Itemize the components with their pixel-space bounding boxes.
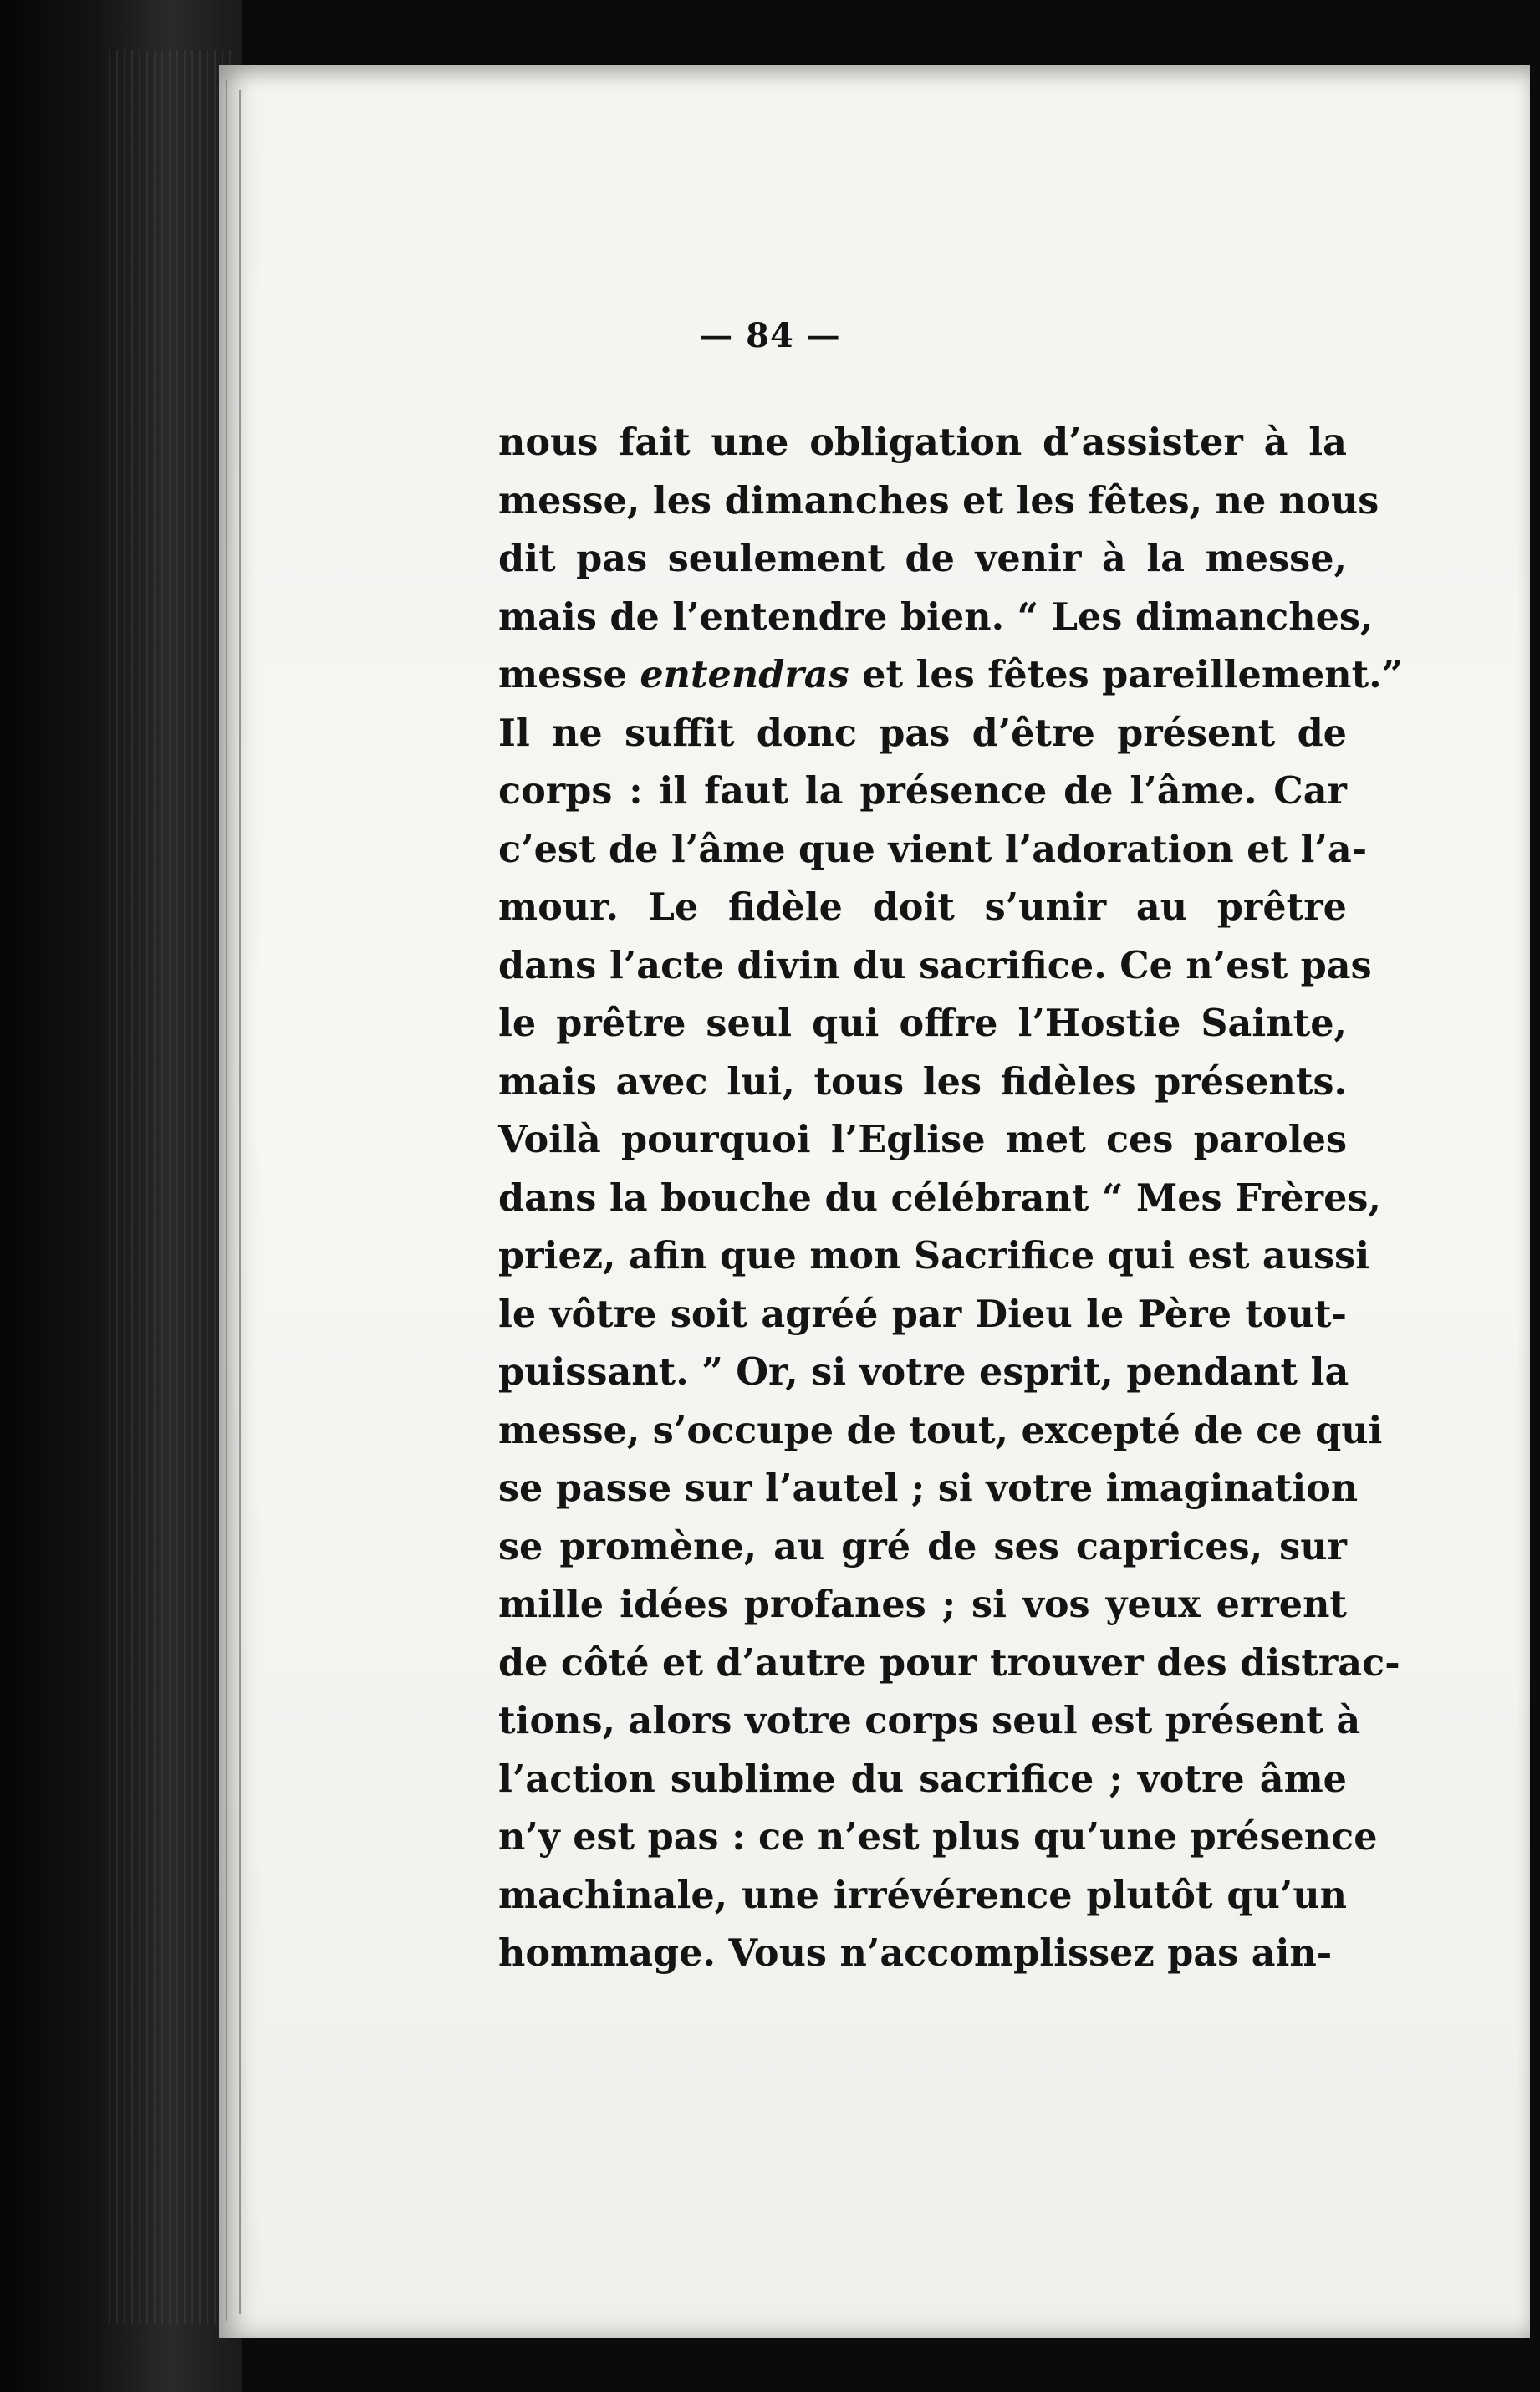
- text-line: corps : il faut la présence de l’âme. Car: [498, 769, 1347, 813]
- text-line: le prêtre seul qui offre l’Hostie Sainte,: [498, 1002, 1347, 1045]
- text-line: messe, s’occupe de tout, excepté de ce qui: [498, 1408, 1383, 1452]
- text-line: dans la bouche du célébrant “ Mes Frères,: [498, 1176, 1381, 1220]
- text-line: Voilà pourquoi l’Eglise met ces paroles: [498, 1118, 1347, 1161]
- text-line: hommage. Vous n’accomplissez pas ain-: [498, 1931, 1333, 1975]
- text-line: mais avec lui, tous les fidèles présents.: [498, 1059, 1347, 1104]
- text-line: n’y est pas : ce n’est plus qu’une présence: [498, 1815, 1378, 1859]
- text-segment: et les fêtes pareillement.”: [849, 653, 1404, 696]
- text-line: mille idées profanes ; si vos yeux errent: [498, 1583, 1347, 1626]
- page-edge-stack: [109, 50, 234, 2324]
- text-line: Il ne suffit donc pas d’être présent de: [498, 711, 1347, 755]
- body-text: [498, 414, 1404, 1983]
- text-line: messe, les dimanches et les fêtes, ne nous: [498, 478, 1379, 523]
- text-line: nous fait une obligation d’assister à la: [498, 421, 1347, 464]
- text-line: de côté et d’autre pour trouver des distrac-: [498, 1640, 1400, 1685]
- text-line: tions, alors votre corps seul est présent à: [498, 1699, 1361, 1742]
- text-line: dans l’acte divin du sacrifice. Ce n’est pas: [498, 943, 1372, 987]
- text-line: puissant. ” Or, si votre esprit, pendant la: [498, 1350, 1349, 1394]
- page-margin-line: [239, 90, 241, 2314]
- page-number: — 84 —: [699, 316, 841, 355]
- text-line: dit pas seulement de venir à la messe,: [498, 537, 1347, 580]
- text-line: priez, afin que mon Sacrifice qui est aussi: [498, 1234, 1370, 1278]
- text-line: machinale, une irrévérence plutôt qu’un: [498, 1873, 1347, 1917]
- text-line: c’est de l’âme que vient l’adoration et l’a-: [498, 827, 1368, 871]
- text-line: le vôtre soit agréé par Dieu le Père tout-: [498, 1292, 1347, 1336]
- text-line: mour. Le fidèle doit s’unir au prêtre: [498, 885, 1347, 929]
- text-segment: messe: [498, 653, 640, 696]
- text-line: se promène, au gré de ses caprices, sur: [498, 1524, 1347, 1568]
- text-line: se passe sur l’autel ; si votre imagination: [498, 1466, 1359, 1510]
- text-line-with-italic: [498, 646, 1404, 705]
- text-line: l’action sublime du sacrifice ; votre âme: [498, 1757, 1347, 1801]
- text-line: mais de l’entendre bien. “ Les dimanches,: [498, 594, 1374, 639]
- page-fold-line: [226, 80, 227, 2321]
- italic-word: entendras: [640, 653, 849, 696]
